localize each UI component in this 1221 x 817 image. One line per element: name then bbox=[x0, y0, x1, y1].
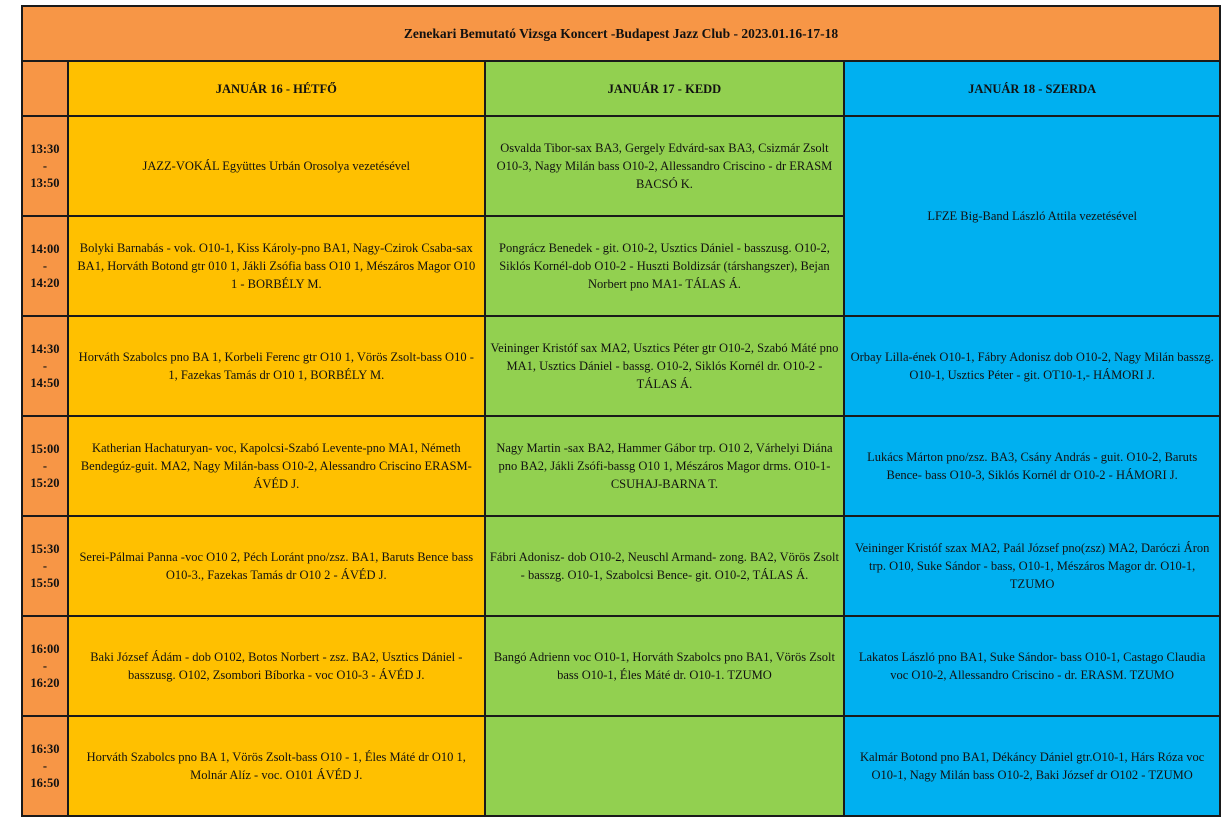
monday-performance: Katherian Hachaturyan- voc, Kapolcsi-Szabó Levente-pno MA1, Németh Bendegúz-guit. MA2, Nagy Milán-bass O10-2, Alessandro Criscino ERASM- ÁVÉD J. bbox=[68, 416, 485, 516]
time-end: 15:20 bbox=[30, 475, 60, 490]
day-header-monday: JANUÁR 16 - HÉTFŐ bbox=[68, 61, 485, 116]
tuesday-performance: Fábri Adonisz- dob O10-2, Neuschl Armand- zong. BA2, Vörös Zsolt - basszg. O10-1, Szabolcsi Bence- git. O10-2, TÁLAS Á. bbox=[485, 516, 845, 616]
day-header-wednesday: JANUÁR 18 - SZERDA bbox=[844, 61, 1220, 116]
time-separator: - bbox=[42, 658, 48, 673]
tuesday-performance bbox=[485, 716, 845, 816]
schedule-table bbox=[21, 5, 1221, 817]
time-separator: - bbox=[42, 258, 48, 273]
tuesday-performance: Pongrácz Benedek - git. O10-2, Usztics Dániel - basszusg. O10-2, Siklós Kornél-dob O10-2 - Huszti Boldizsár (társhangszer), Bejan Norbert pno MA1- TÁLAS Á. bbox=[485, 216, 845, 316]
time-slot-row bbox=[22, 116, 1220, 216]
tuesday-performance: Nagy Martin -sax BA2, Hammer Gábor trp. O10 2, Várhelyi Diána pno BA2, Jákli Zsófi-bassg O10 1, Mészáros Magor drms. O10-1- CSUHAJ-BARNA T. bbox=[485, 416, 845, 516]
time-start: 14:30 bbox=[30, 341, 60, 356]
time-slot-row bbox=[22, 616, 1220, 716]
monday-performance: Serei-Pálmai Panna -voc O10 2, Péch Loránt pno/zsz. BA1, Baruts Bence bass O10-3., Fazekas Tamás dr O10 2 - ÁVÉD J. bbox=[68, 516, 485, 616]
time-cell bbox=[22, 616, 68, 716]
time-cell bbox=[22, 516, 68, 616]
tuesday-performance: Osvalda Tibor-sax BA3, Gergely Edvárd-sax BA3, Csizmár Zsolt O10-3, Nagy Milán bass O10-2, Allessandro Criscino - dr ERASM BACSÓ K. bbox=[485, 116, 845, 216]
time-end: 14:20 bbox=[30, 275, 60, 290]
wednesday-performance: Kalmár Botond pno BA1, Dékáncy Dániel gtr.O10-1, Hárs Róza voc O10-1, Nagy Milán bass O10-2, Baki József dr O102 - TZUMO bbox=[844, 716, 1220, 816]
time-start: 16:00 bbox=[30, 641, 60, 656]
time-start: 15:00 bbox=[30, 441, 60, 456]
time-separator: - bbox=[42, 758, 48, 773]
time-start: 15:30 bbox=[30, 541, 60, 556]
wednesday-performance: Lukács Márton pno/zsz. BA3, Csány András - guit. O10-2, Baruts Bence- bass O10-3, Siklós Kornél dr O10-2 - HÁMORI J. bbox=[844, 416, 1220, 516]
wednesday-performance: Orbay Lilla-ének O10-1, Fábry Adonisz dob O10-2, Nagy Milán basszg. O10-1, Usztics Péter - git. OT10-1,- HÁMORI J. bbox=[844, 316, 1220, 416]
monday-performance: Bolyki Barnabás - vok. O10-1, Kiss Károly-pno BA1, Nagy-Czirok Csaba-sax BA1, Horváth Botond gtr 010 1, Jákli Zsófia bass O10 1, Mészáros Magor O10 1 - BORBÉLY M. bbox=[68, 216, 485, 316]
time-start: 14:00 bbox=[30, 241, 60, 256]
time-cell bbox=[22, 716, 68, 816]
monday-performance: Horváth Szabolcs pno BA 1, Vörös Zsolt-bass O10 - 1, Éles Máté dr O10 1, Molnár Alíz - voc. O101 ÁVÉD J. bbox=[68, 716, 485, 816]
time-end: 16:20 bbox=[30, 675, 60, 690]
monday-performance: JAZZ-VOKÁL Együttes Urbán Orosolya vezetésével bbox=[68, 116, 485, 216]
wednesday-performance: Lakatos László pno BA1, Suke Sándor- bass O10-1, Castago Claudia voc O10-2, Allessandro Criscino - dr. ERASM. TZUMO bbox=[844, 616, 1220, 716]
time-separator: - bbox=[42, 558, 48, 573]
monday-performance: Baki József Ádám - dob O102, Botos Norbert - zsz. BA2, Usztics Dániel - basszusg. O102, Zsombori Bíborka - voc O10-3 - ÁVÉD J. bbox=[68, 616, 485, 716]
time-slot-row bbox=[22, 716, 1220, 816]
monday-performance: Horváth Szabolcs pno BA 1, Korbeli Ferenc gtr O10 1, Vörös Zsolt-bass O10 - 1, Fazekas Tamás dr O10 1, BORBÉLY M. bbox=[68, 316, 485, 416]
tuesday-performance: Bangó Adrienn voc O10-1, Horváth Szabolcs pno BA1, Vörös Zsolt bass O10-1, Éles Máté dr. O10-1. TZUMO bbox=[485, 616, 845, 716]
time-cell bbox=[22, 116, 68, 216]
time-end: 15:50 bbox=[30, 575, 60, 590]
title-row bbox=[22, 6, 1220, 61]
time-end: 14:50 bbox=[30, 375, 60, 390]
time-separator: - bbox=[42, 358, 48, 373]
time-cell bbox=[22, 316, 68, 416]
time-slot-row bbox=[22, 316, 1220, 416]
time-start: 16:30 bbox=[30, 741, 60, 756]
schedule-title: Zenekari Bemutató Vizsga Koncert -Budapest Jazz Club - 2023.01.16-17-18 bbox=[22, 6, 1220, 61]
time-separator: - bbox=[42, 458, 48, 473]
time-start: 13:30 bbox=[30, 141, 60, 156]
time-end: 13:50 bbox=[30, 175, 60, 190]
tuesday-performance: Veininger Kristóf sax MA2, Usztics Péter gtr O10-2, Szabó Máté pno MA1, Usztics Dániel - bassg. O10-2, Siklós Kornél dr. O10-2 - TÁLAS Á. bbox=[485, 316, 845, 416]
day-header-row bbox=[22, 61, 1220, 116]
time-cell bbox=[22, 416, 68, 516]
header-corner-cell bbox=[22, 61, 68, 116]
time-slot-row bbox=[22, 516, 1220, 616]
time-slot-row bbox=[22, 416, 1220, 516]
day-header-tuesday: JANUÁR 17 - KEDD bbox=[485, 61, 845, 116]
wednesday-performance: LFZE Big-Band László Attila vezetésével bbox=[844, 116, 1220, 316]
time-end: 16:50 bbox=[30, 775, 60, 790]
wednesday-performance: Veininger Kristóf szax MA2, Paál József pno(zsz) MA2, Daróczi Áron trp. O10, Suke Sándor - bass, O10-1, Mészáros Magor dr. O10-1, TZUMO bbox=[844, 516, 1220, 616]
time-separator: - bbox=[42, 158, 48, 173]
time-cell bbox=[22, 216, 68, 316]
